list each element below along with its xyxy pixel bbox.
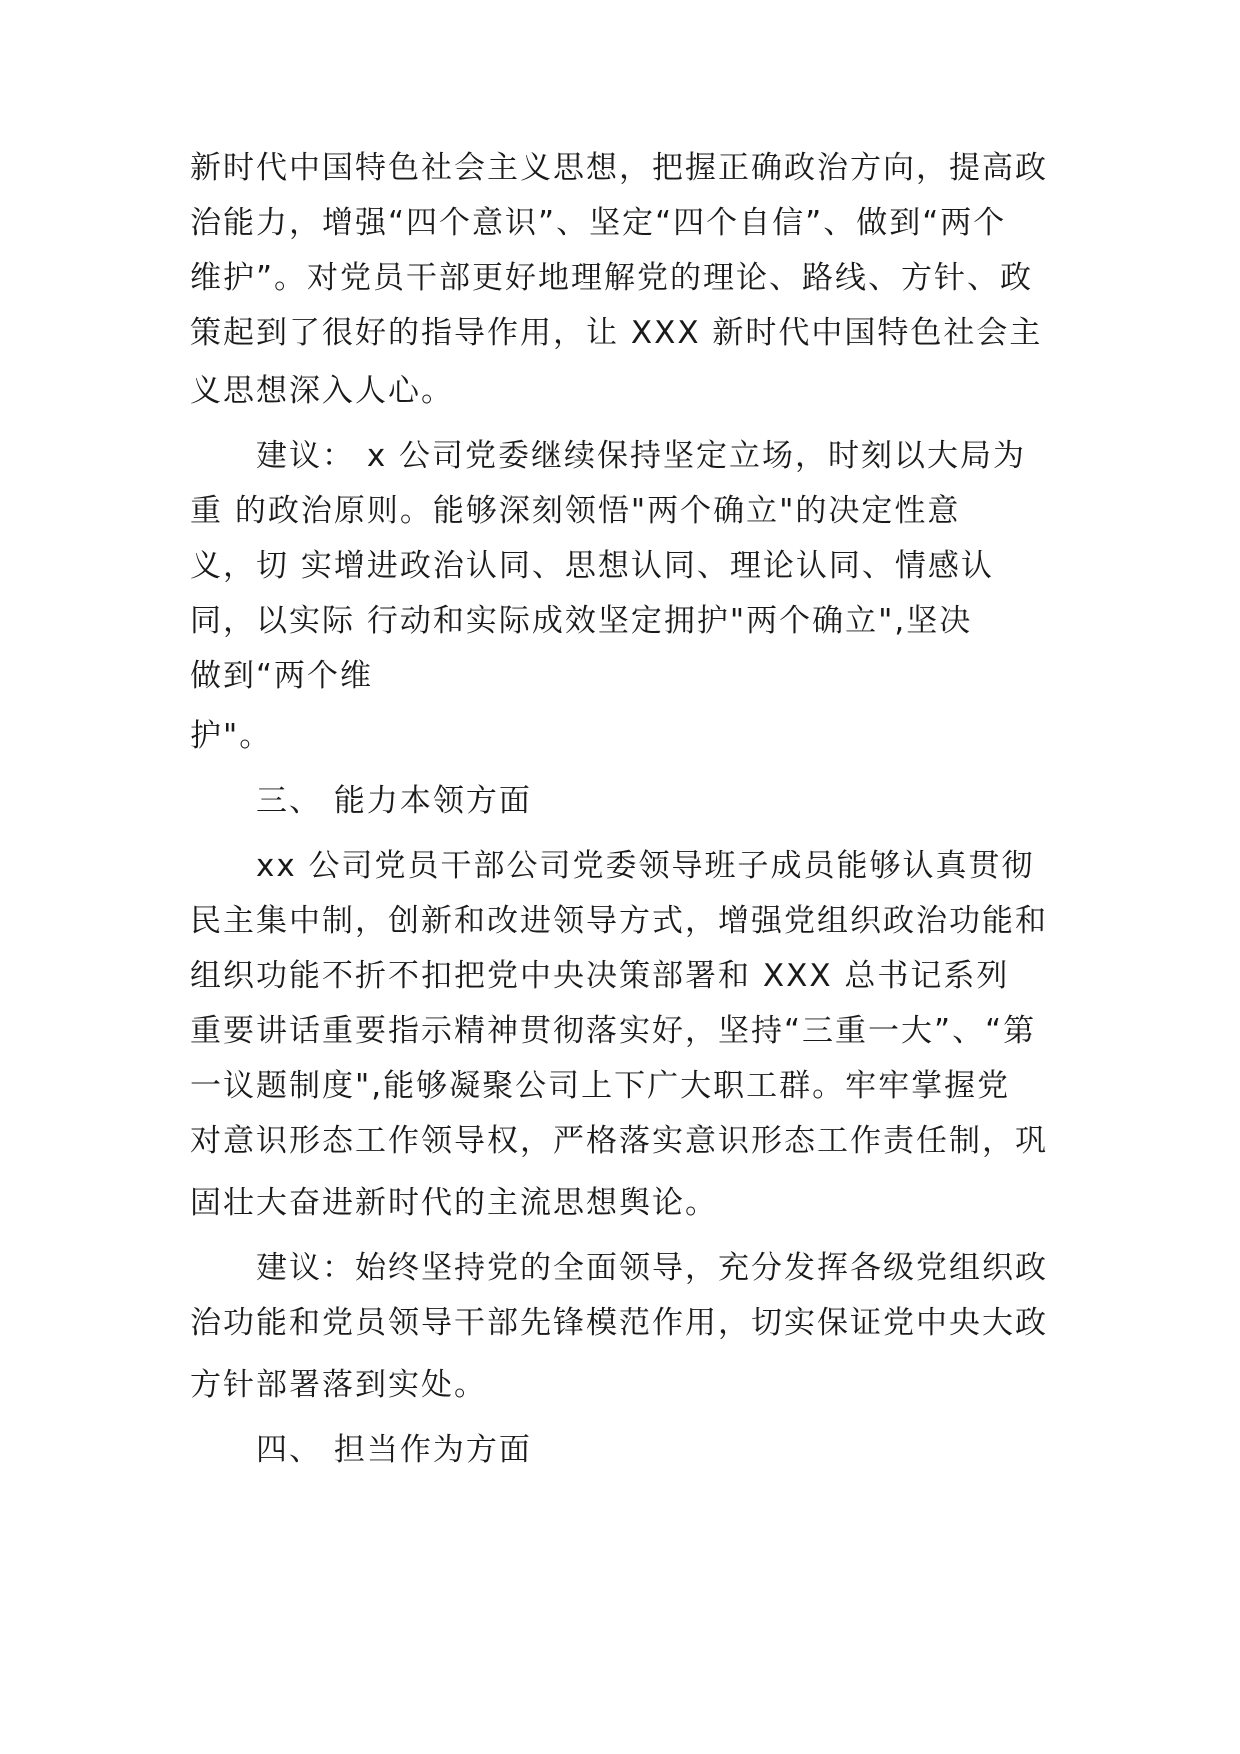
body-line: 义，切 实增进政治认同、思想认同、理论认同、情感认 bbox=[190, 548, 994, 584]
body-line: 同，以实际 行动和实际成效坚定拥护"两个确立",坚决 bbox=[190, 603, 973, 639]
body-line: 维护”。对党员干部更好地理解党的理论、路线、方针、政 bbox=[190, 260, 1034, 296]
body-line: 重要讲话重要指示精神贯彻落实好，坚持“三重一大”、“第 bbox=[190, 1013, 1037, 1049]
body-line: 做到“两个维 bbox=[190, 658, 374, 694]
body-line: 方针部署落到实处。 bbox=[190, 1367, 487, 1403]
body-line: 组织功能不折不扣把党中央决策部署和 XXX 总书记系列 bbox=[190, 958, 1010, 994]
section-heading: 三、 能力本领方面 bbox=[256, 783, 532, 819]
suggestion-line: 建议： x 公司党委继续保持坚定立场，时刻以大局为 bbox=[256, 438, 1027, 474]
body-line: 新时代中国特色社会主义思想，把握正确政治方向，提高政 bbox=[190, 150, 1048, 186]
body-line: 治能力，增强“四个意识”、坚定“四个自信”、做到“两个 bbox=[190, 205, 1007, 241]
body-line: 重 的政治原则。能够深刻领悟"两个确立"的决定性意 bbox=[190, 493, 961, 529]
suggestion-line: 建议：始终坚持党的全面领导，充分发挥各级党组织政 bbox=[256, 1250, 1048, 1286]
body-line: 策起到了很好的指导作用，让 XXX 新时代中国特色社会主 bbox=[190, 315, 1043, 351]
body-line: 治功能和党员领导干部先锋模范作用，切实保证党中央大政 bbox=[190, 1305, 1048, 1341]
body-line: 固壮大奋进新时代的主流思想舆论。 bbox=[190, 1185, 718, 1221]
section-heading: 四、 担当作为方面 bbox=[256, 1432, 532, 1468]
body-line: 民主集中制，创新和改进领导方式，增强党组织政治功能和 bbox=[190, 903, 1048, 939]
body-line: 对意识形态工作领导权，严格落实意识形态工作责任制，巩 bbox=[190, 1123, 1048, 1159]
body-line: xx 公司党员干部公司党委领导班子成员能够认真贯彻 bbox=[256, 848, 1035, 884]
body-line: 护"。 bbox=[190, 718, 273, 754]
body-line: 义思想深入人心。 bbox=[190, 373, 454, 409]
body-line: 一议题制度",能够凝聚公司上下广大职工群。牢牢掌握党 bbox=[190, 1068, 1011, 1104]
